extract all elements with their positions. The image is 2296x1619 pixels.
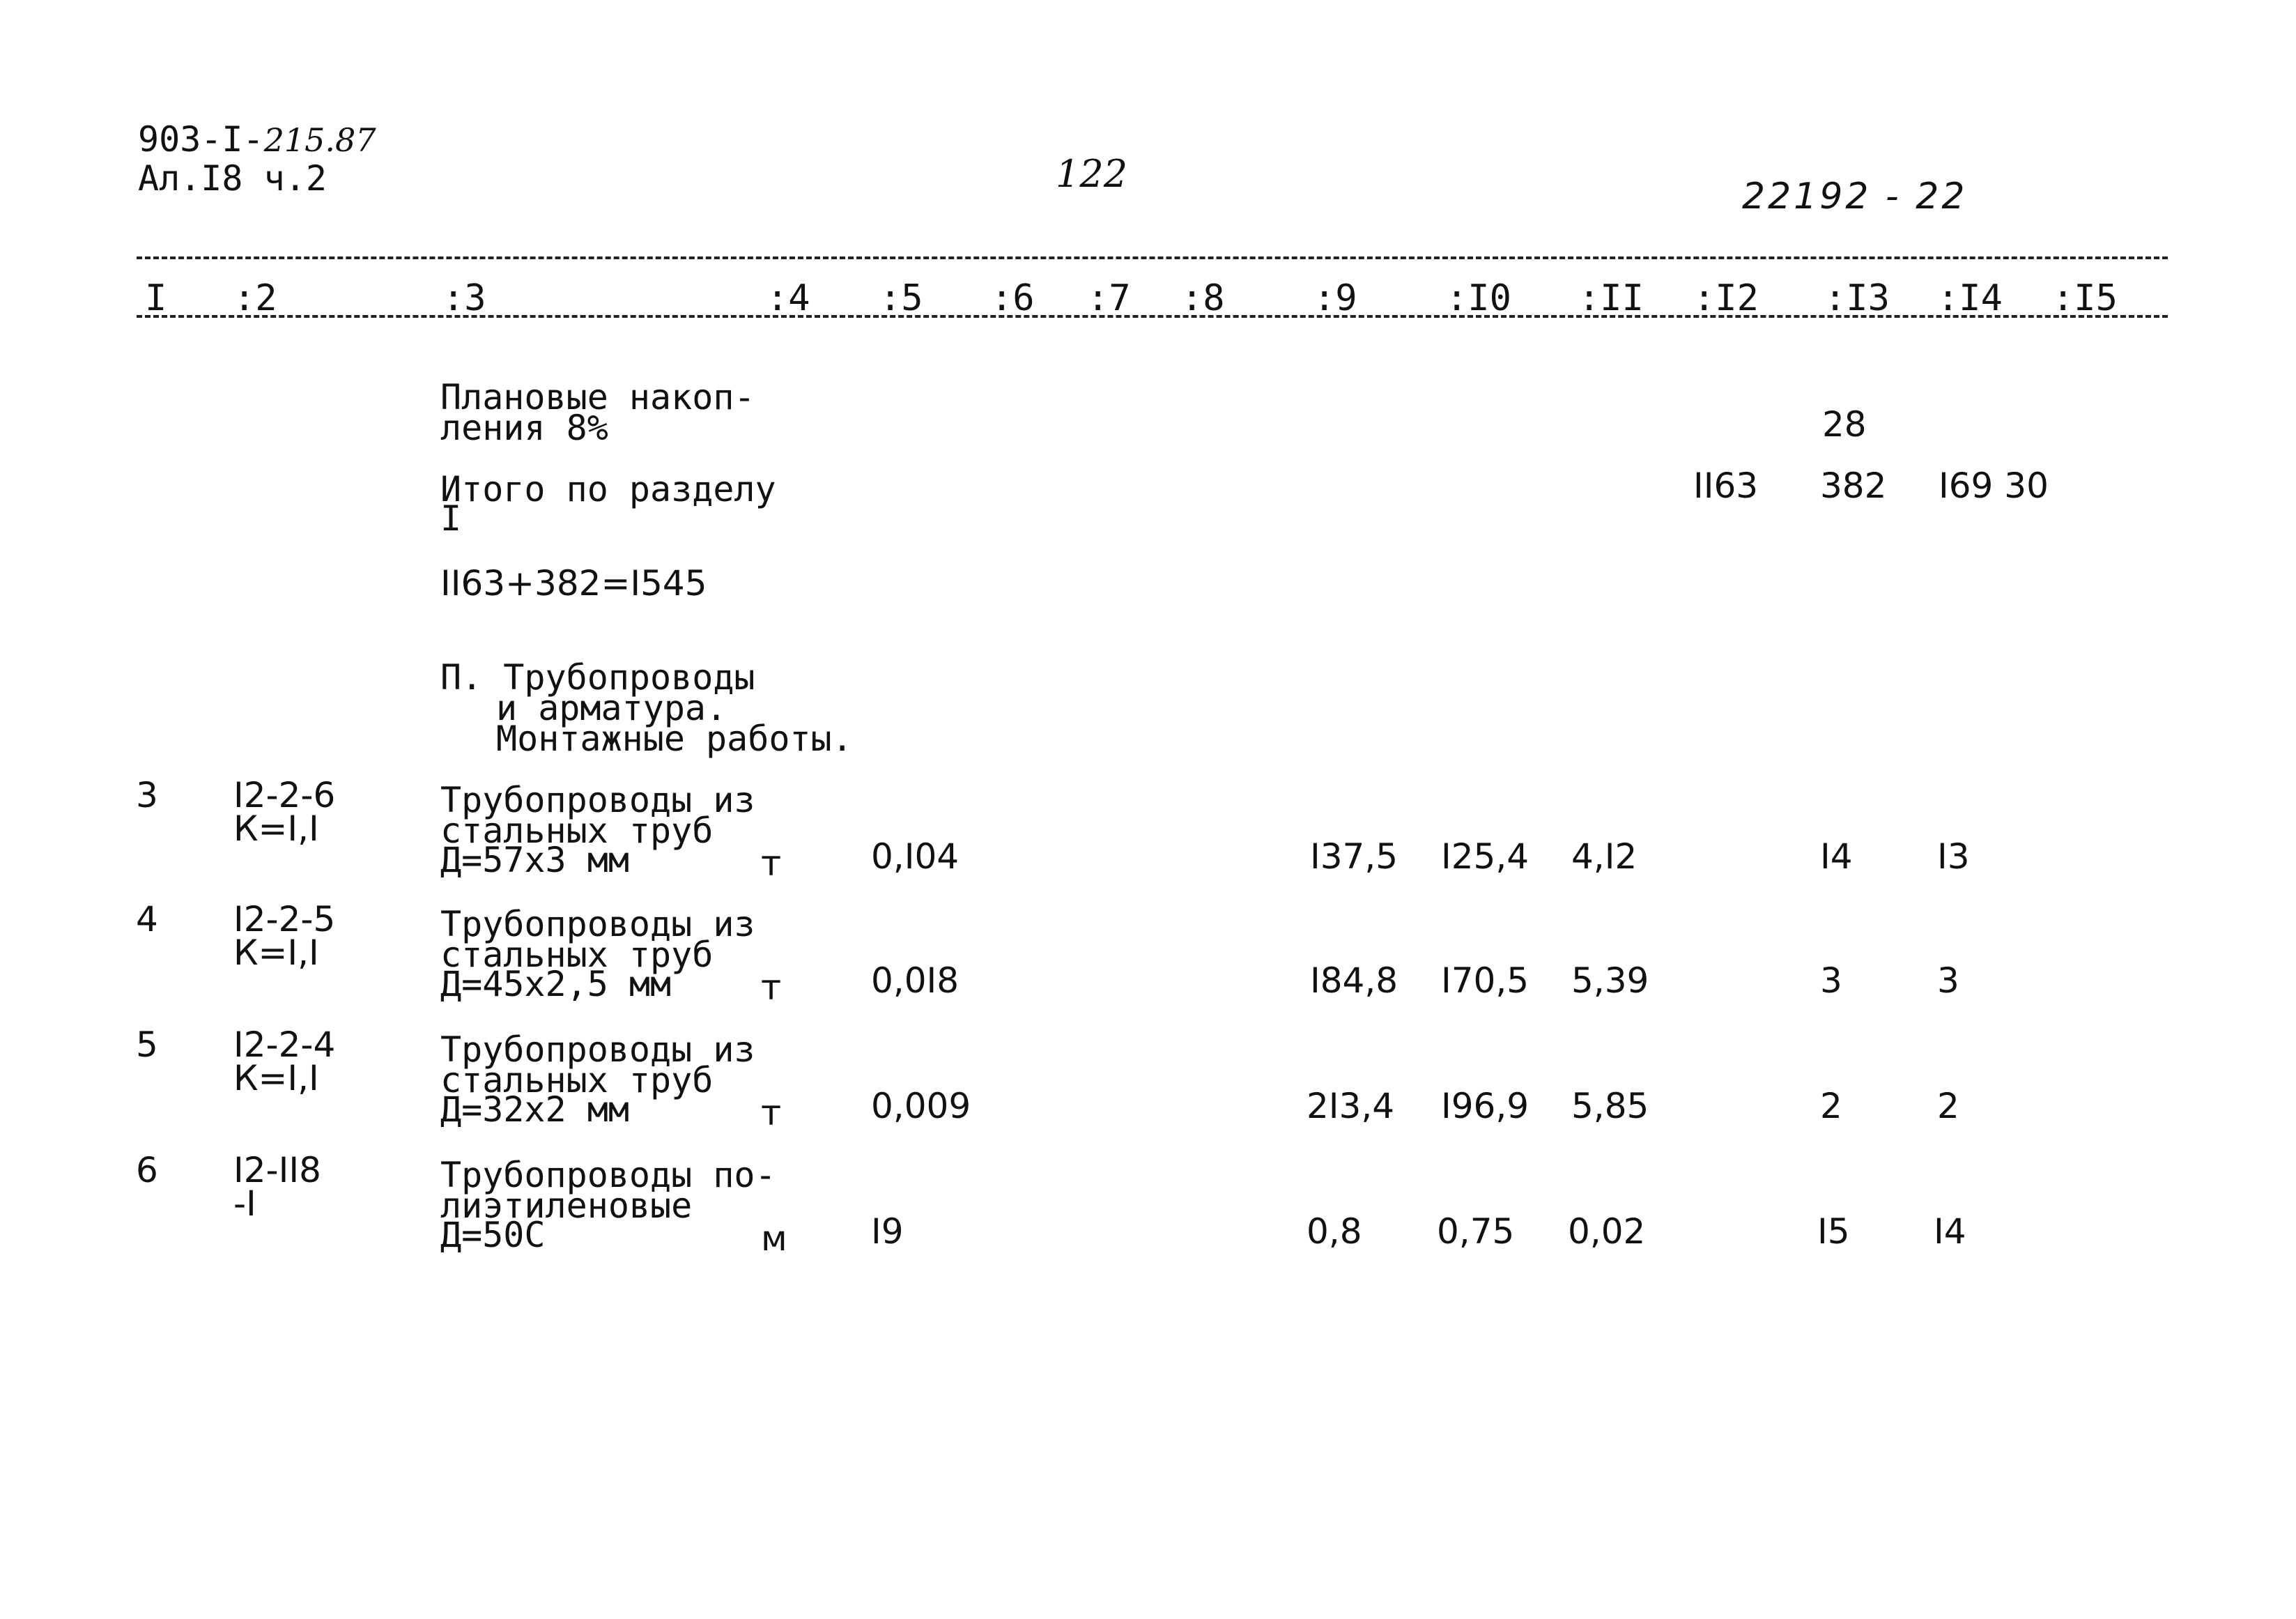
row-code: I2-2-5 [233, 899, 336, 939]
row-name-1: Трубопроводы из [440, 904, 755, 944]
row-code: I2-II8 [233, 1150, 321, 1190]
row-c14: I4 [1934, 1211, 1966, 1252]
row-name-3: Д=57х3 мм [440, 840, 629, 880]
header-bottom-rule [137, 315, 2168, 318]
planned-label-1: Плановые накоп- [440, 377, 755, 417]
page-number: 122 [1056, 152, 1128, 196]
row-name-2: лиэтиленовые [440, 1186, 693, 1226]
row-c10: I70,5 [1441, 960, 1530, 1001]
row-c9: 2I3,4 [1307, 1086, 1395, 1126]
row-number: 5 [136, 1025, 158, 1065]
row-c11: 5,85 [1571, 1086, 1649, 1126]
total-label-1: Итого по разделу [440, 469, 776, 509]
row-name-3: Д=50С [440, 1215, 546, 1255]
row-c10: I96,9 [1441, 1086, 1530, 1126]
col-12: :I2 [1693, 277, 1759, 319]
row-unit: т [761, 1093, 782, 1133]
col-1: I [145, 277, 167, 319]
row-c13: I4 [1820, 836, 1853, 877]
row-number: 4 [136, 899, 158, 939]
row-qty: I9 [871, 1211, 904, 1252]
row-c9: I84,8 [1310, 960, 1399, 1001]
formula: II63+382=I545 [440, 563, 707, 604]
row-coef: К=I,I [233, 933, 319, 973]
total-c12: II63 [1693, 466, 1759, 506]
col-14: :I4 [1937, 277, 2003, 319]
row-qty: 0,I04 [871, 836, 960, 877]
planned-label-2: ления 8% [440, 408, 608, 448]
row-qty: 0,009 [871, 1086, 971, 1126]
col-15: :I5 [2052, 277, 2118, 319]
row-number: 6 [136, 1150, 158, 1190]
col-3: :3 [442, 277, 486, 319]
row-code: I2-2-4 [233, 1025, 336, 1065]
col-10: :I0 [1446, 277, 1511, 319]
row-c9: 0,8 [1307, 1211, 1362, 1252]
row-c14: 2 [1937, 1086, 1959, 1126]
row-number: 3 [136, 775, 158, 815]
row-c11: 0,02 [1568, 1211, 1646, 1252]
doc-number: 22192 - 22 [1742, 176, 1968, 217]
col-5: :5 [879, 277, 923, 319]
section-line-1: П. Трубопроводы [440, 657, 755, 698]
planned-c13: 28 [1822, 404, 1867, 445]
series-code [138, 120, 376, 160]
total-c14: I69 30 [1939, 466, 2049, 506]
section-line-2: и арматура. [496, 688, 727, 728]
row-name-3: Д=45х2,5 мм [440, 964, 672, 1004]
col-4: :4 [766, 277, 810, 319]
header-top-rule [137, 256, 2168, 259]
row-code: I2-2-6 [233, 775, 336, 815]
total-c13: 382 [1820, 466, 1887, 506]
row-name-2: стальных труб [440, 1060, 714, 1100]
total-label-2: I [440, 498, 462, 539]
row-c10: 0,75 [1437, 1211, 1515, 1252]
row-coef: -I [233, 1183, 256, 1224]
col-9: :9 [1313, 277, 1357, 319]
row-c13: 2 [1820, 1086, 1842, 1126]
row-name-1: Трубопроводы из [440, 1029, 755, 1070]
row-coef: К=I,I [233, 1058, 319, 1098]
row-unit: м [761, 1218, 787, 1259]
row-coef: К=I,I [233, 808, 319, 849]
row-name-2: стальных труб [440, 935, 714, 975]
album-label: Ал.I8 ч.2 [138, 158, 327, 199]
row-unit: т [761, 967, 782, 1008]
row-c14: 3 [1937, 960, 1959, 1001]
row-c13: 3 [1820, 960, 1842, 1001]
row-c11: 5,39 [1571, 960, 1649, 1001]
row-unit: т [761, 843, 782, 884]
row-name-3: Д=32х2 мм [440, 1089, 629, 1130]
row-c9: I37,5 [1310, 836, 1399, 877]
row-c14: I3 [1937, 836, 1970, 877]
row-name-1: Трубопроводы по- [440, 1155, 776, 1195]
row-c11: 4,I2 [1571, 836, 1638, 877]
row-c13: I5 [1817, 1211, 1850, 1252]
row-name-2: стальных труб [440, 811, 714, 851]
section-line-3: Монтажные работы. [496, 719, 853, 759]
row-name-1: Трубопроводы из [440, 780, 755, 820]
col-2: :2 [233, 277, 277, 319]
series-handwritten: 215.87 [263, 121, 376, 159]
row-qty: 0,0I8 [871, 960, 960, 1001]
col-13: :I3 [1824, 277, 1890, 319]
row-c10: I25,4 [1441, 836, 1530, 877]
col-7: :7 [1087, 277, 1131, 319]
col-11: :II [1578, 277, 1644, 319]
series-prefix: 903-I- [138, 119, 264, 160]
col-8: :8 [1181, 277, 1225, 319]
col-6: :6 [991, 277, 1035, 319]
